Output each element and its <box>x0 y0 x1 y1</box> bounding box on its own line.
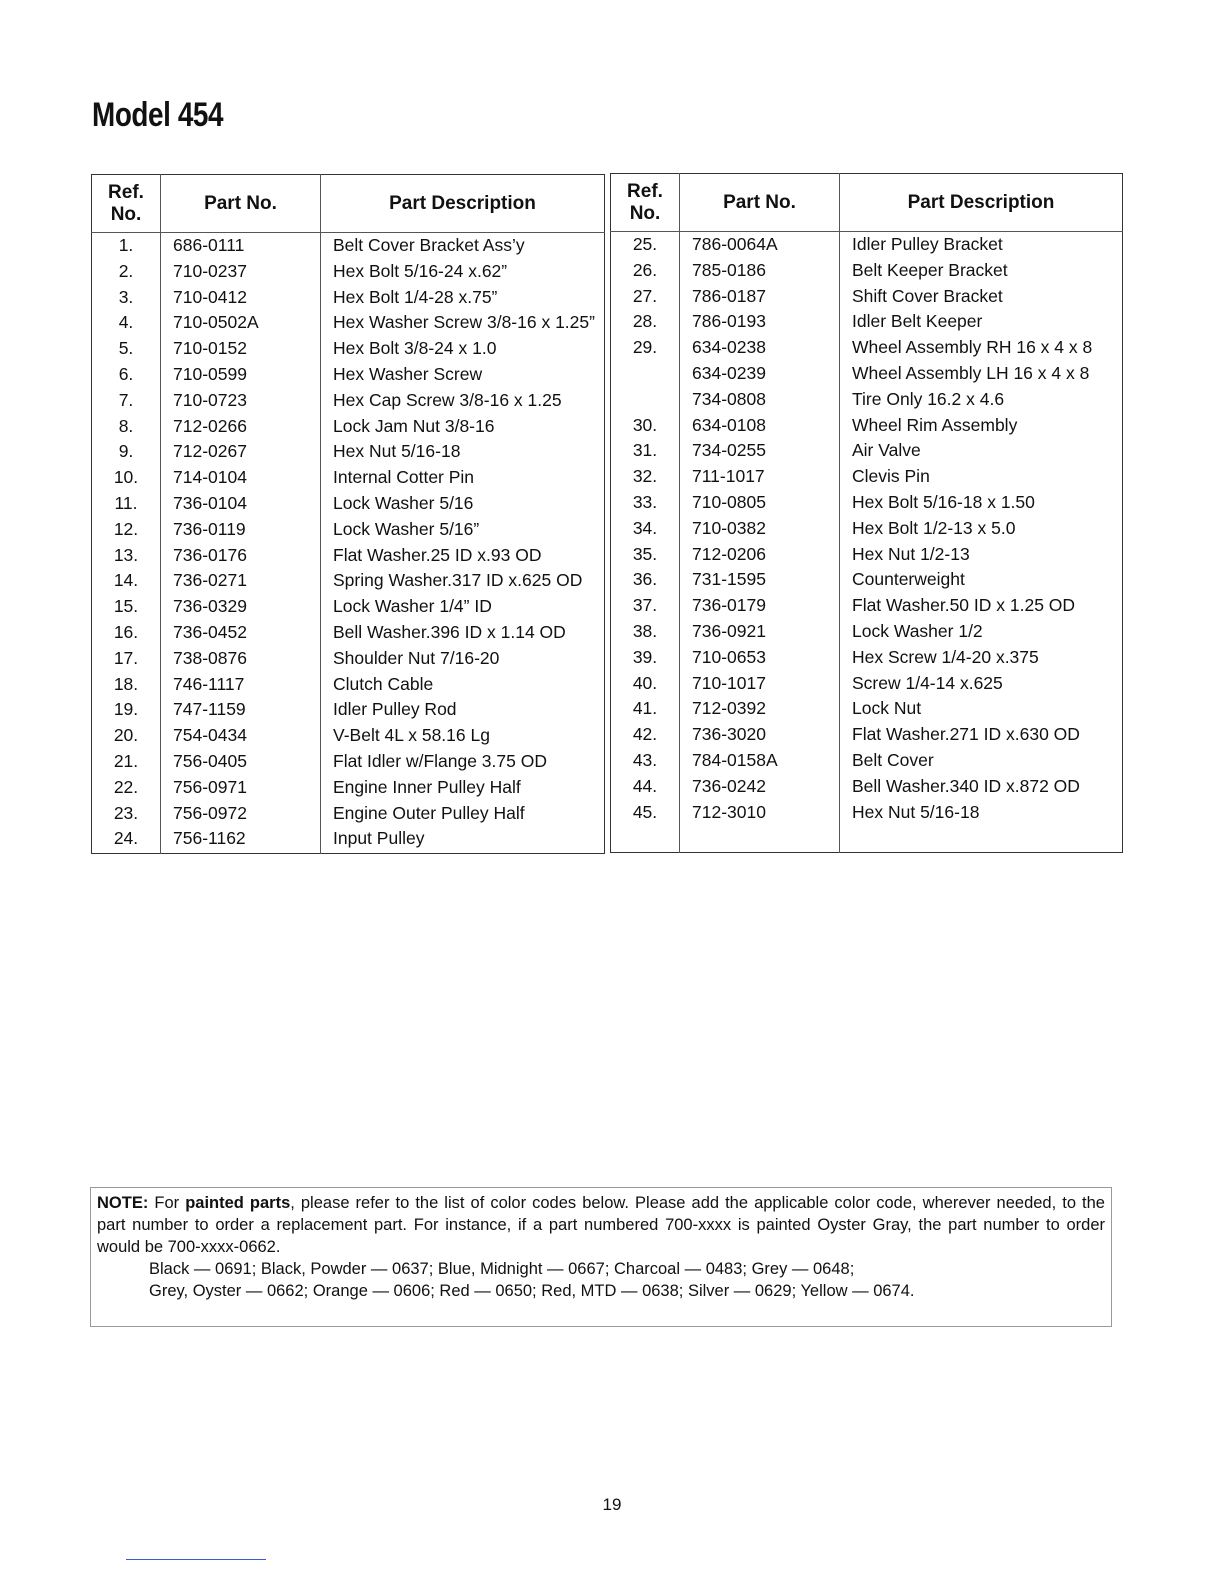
part-no-cell: 634-0108 <box>680 413 840 439</box>
note-text-b: , please refer to the list of color codes below. Please add the applicable color code, wherever needed, to the part number to order a replacement part. For instance, if a part numbered 700-xxxx is painted Oyster Gray, the part number to order would be 700-xxxx-0662. <box>97 1194 1105 1256</box>
part-description-cell: Hex Nut 5/16-18 <box>840 800 1123 826</box>
ref-no-cell: 16. <box>113 621 139 642</box>
part-no-cell: 712-0267 <box>161 439 321 465</box>
table-row <box>611 438 1123 464</box>
ref-no-cell: 12. <box>113 518 139 539</box>
table-row <box>92 672 605 698</box>
table-row <box>92 517 605 543</box>
ref-no-cell: 10. <box>113 467 139 488</box>
part-description-cell: Wheel Assembly LH 16 x 4 x 8 <box>840 361 1123 387</box>
ref-no-cell: 18. <box>113 673 139 694</box>
part-no-cell: 736-0242 <box>680 774 840 800</box>
table-row <box>92 310 605 336</box>
part-no-cell: 736-0271 <box>161 568 321 594</box>
ref-no-cell: 34. <box>632 517 658 538</box>
part-no-cell: 710-1017 <box>680 671 840 697</box>
ref-no-cell: 30. <box>632 414 658 435</box>
part-no-cell: 710-0152 <box>161 336 321 362</box>
part-description-cell: Air Valve <box>840 438 1123 464</box>
filler-cell <box>680 825 840 852</box>
ref-no-cell: 1. <box>118 235 134 255</box>
table-row <box>611 232 1123 258</box>
table-row <box>92 697 605 723</box>
table-row <box>611 567 1123 593</box>
table-row <box>611 361 1123 387</box>
ref-no-cell: 37. <box>632 595 658 616</box>
ref-no-cell: 24. <box>113 828 139 849</box>
table-row <box>611 696 1123 722</box>
part-no-cell: 785-0186 <box>680 258 840 284</box>
part-no-cell: 746-1117 <box>161 672 321 698</box>
part-no-cell: 756-1162 <box>161 826 321 852</box>
ref-header-line2: No. <box>629 202 661 224</box>
filler-cell <box>92 852 161 853</box>
table-row <box>611 722 1123 748</box>
table-filler-row <box>611 825 1123 852</box>
part-description-cell: Flat Washer.25 ID x.93 OD <box>321 543 605 569</box>
note-bold-phrase: painted parts <box>185 1194 291 1212</box>
table-row <box>92 388 605 414</box>
part-description-cell: Hex Screw 1/4-20 x.375 <box>840 645 1123 671</box>
ref-no-cell: 4. <box>118 312 134 333</box>
part-description-cell: Lock Jam Nut 3/8-16 <box>321 414 605 440</box>
part-no-cell: 710-0653 <box>680 645 840 671</box>
ref-no-cell: 33. <box>632 491 658 512</box>
part-description-cell: Lock Washer 1/2 <box>840 619 1123 645</box>
ref-no-cell <box>611 387 680 413</box>
ref-no-cell: 9. <box>118 441 134 462</box>
table-row <box>611 490 1123 516</box>
part-description-cell: Hex Nut 5/16-18 <box>321 439 605 465</box>
table-row <box>92 594 605 620</box>
table-row <box>611 542 1123 568</box>
parts-table-left-body <box>92 233 605 854</box>
part-description-cell: Screw 1/4-14 x.625 <box>840 671 1123 697</box>
ref-no-cell: 28. <box>632 311 658 332</box>
part-description-cell: Hex Bolt 5/16-24 x.62” <box>321 259 605 285</box>
note-paragraph <box>97 1192 1105 1258</box>
part-no-cell: 634-0239 <box>680 361 840 387</box>
ref-no-cell: 42. <box>632 724 658 745</box>
table-row <box>611 671 1123 697</box>
table-filler-row <box>92 852 605 853</box>
part-description-cell: Flat Washer.271 ID x.630 OD <box>840 722 1123 748</box>
part-description-cell: Lock Nut <box>840 696 1123 722</box>
part-description-cell: Engine Inner Pulley Half <box>321 775 605 801</box>
table-row <box>611 284 1123 310</box>
filler-cell <box>611 825 680 852</box>
part-description-cell: Shift Cover Bracket <box>840 284 1123 310</box>
part-no-header: Part No. <box>680 174 840 232</box>
part-description-cell: Belt Cover <box>840 748 1123 774</box>
painted-parts-note <box>90 1187 1112 1327</box>
part-description-cell: Belt Cover Bracket Ass’y <box>321 233 605 259</box>
ref-no-cell: 25. <box>632 234 658 254</box>
note-text-a: For <box>148 1194 186 1212</box>
part-description-cell: Lock Washer 1/4” ID <box>321 594 605 620</box>
ref-no-cell: 17. <box>113 647 139 668</box>
ref-no-cell: 14. <box>113 570 139 591</box>
part-description-cell: Bell Washer.340 ID x.872 OD <box>840 774 1123 800</box>
table-row <box>92 465 605 491</box>
part-description-cell: Hex Nut 1/2-13 <box>840 542 1123 568</box>
part-description-cell: Wheel Assembly RH 16 x 4 x 8 <box>840 335 1123 361</box>
table-row <box>92 749 605 775</box>
part-description-cell: Bell Washer.396 ID x 1.14 OD <box>321 620 605 646</box>
part-no-cell: 786-0187 <box>680 284 840 310</box>
part-description-cell: Counterweight <box>840 567 1123 593</box>
page-number: 19 <box>602 1495 622 1514</box>
ref-no-cell: 11. <box>114 492 138 513</box>
table-row <box>611 464 1123 490</box>
part-no-cell: 786-0193 <box>680 309 840 335</box>
table-row <box>611 335 1123 361</box>
ref-no-cell: 21. <box>113 750 139 771</box>
part-no-cell: 738-0876 <box>161 646 321 672</box>
part-description-cell: Hex Washer Screw <box>321 362 605 388</box>
part-no-cell: 736-0452 <box>161 620 321 646</box>
part-description-cell: Clutch Cable <box>321 672 605 698</box>
part-no-cell: 712-0392 <box>680 696 840 722</box>
color-codes-line-1: Black — 0691; Black, Powder — 0637; Blue, Midnight — 0667; Charcoal — 0483; Grey — 0648; <box>149 1260 855 1278</box>
ref-no-cell: 31. <box>632 440 658 461</box>
ref-no-cell: 27. <box>632 285 658 306</box>
part-description-cell: V-Belt 4L x 58.16 Lg <box>321 723 605 749</box>
part-description-header: Part Description <box>321 175 605 233</box>
part-no-cell: 756-0971 <box>161 775 321 801</box>
parts-table-right-body <box>611 232 1123 853</box>
ref-no-cell: 3. <box>118 286 134 307</box>
ref-header-line1: Ref. <box>108 181 144 203</box>
ref-no-cell: 38. <box>632 620 658 641</box>
ref-no-cell: 7. <box>118 389 134 410</box>
part-no-cell: 710-0599 <box>161 362 321 388</box>
part-no-cell: 712-0266 <box>161 414 321 440</box>
table-row <box>92 775 605 801</box>
table-row <box>92 801 605 827</box>
part-description-cell: Hex Bolt 1/2-13 x 5.0 <box>840 516 1123 542</box>
table-row <box>92 646 605 672</box>
table-row <box>92 543 605 569</box>
table-row <box>611 774 1123 800</box>
ref-no-cell: 6. <box>118 363 134 384</box>
table-row <box>92 259 605 285</box>
ref-header-line1: Ref. <box>627 180 663 202</box>
table-row <box>92 826 605 852</box>
ref-no-cell: 41. <box>632 698 658 719</box>
part-no-cell: 736-0176 <box>161 543 321 569</box>
ref-no-cell: 2. <box>118 260 134 281</box>
note-label: NOTE: <box>97 1194 149 1212</box>
filler-cell <box>161 852 321 853</box>
bottom-rule <box>126 1559 266 1560</box>
table-row <box>92 414 605 440</box>
part-no-cell: 756-0405 <box>161 749 321 775</box>
part-no-cell: 710-0723 <box>161 388 321 414</box>
part-no-cell: 710-0502A <box>161 310 321 336</box>
filler-cell <box>840 825 1123 852</box>
part-no-cell: 736-0329 <box>161 594 321 620</box>
ref-no-cell: 22. <box>113 776 139 797</box>
part-no-cell: 736-0119 <box>161 517 321 543</box>
ref-no-cell: 5. <box>118 338 134 359</box>
table-row <box>92 723 605 749</box>
part-description-cell: Lock Washer 5/16 <box>321 491 605 517</box>
part-description-cell: Hex Bolt 3/8-24 x 1.0 <box>321 336 605 362</box>
part-no-cell: 710-0805 <box>680 490 840 516</box>
ref-no-cell: 39. <box>632 646 658 667</box>
part-description-cell: Lock Washer 5/16” <box>321 517 605 543</box>
part-no-cell: 747-1159 <box>161 697 321 723</box>
part-no-cell: 784-0158A <box>680 748 840 774</box>
part-description-cell: Shoulder Nut 7/16-20 <box>321 646 605 672</box>
ref-no-cell: 44. <box>632 775 658 796</box>
part-no-cell: 736-0179 <box>680 593 840 619</box>
filler-cell <box>321 852 605 853</box>
part-description-cell: Clevis Pin <box>840 464 1123 490</box>
table-row <box>92 568 605 594</box>
part-no-cell: 736-0104 <box>161 491 321 517</box>
part-no-cell: 714-0104 <box>161 465 321 491</box>
parts-table-right <box>610 173 1123 853</box>
part-description-cell: Wheel Rim Assembly <box>840 413 1123 439</box>
part-no-cell: 734-0808 <box>680 387 840 413</box>
part-no-cell: 786-0064A <box>680 232 840 258</box>
ref-no-cell: 32. <box>632 466 658 487</box>
part-no-cell: 712-0206 <box>680 542 840 568</box>
table-row <box>611 645 1123 671</box>
table-row <box>92 233 605 259</box>
ref-no-cell <box>611 361 680 387</box>
ref-no-cell: 26. <box>632 259 658 280</box>
part-description-cell: Hex Bolt 5/16-18 x 1.50 <box>840 490 1123 516</box>
ref-no-header <box>611 174 680 232</box>
part-description-cell: Input Pulley <box>321 826 605 852</box>
table-row <box>92 336 605 362</box>
part-no-cell: 634-0238 <box>680 335 840 361</box>
ref-no-cell: 23. <box>113 802 139 823</box>
ref-no-cell: 20. <box>113 725 139 746</box>
part-description-cell: Hex Cap Screw 3/8-16 x 1.25 <box>321 388 605 414</box>
table-row <box>611 258 1123 284</box>
part-description-cell: Tire Only 16.2 x 4.6 <box>840 387 1123 413</box>
table-row <box>92 439 605 465</box>
ref-no-cell: 19. <box>113 699 139 720</box>
ref-no-cell: 15. <box>113 596 139 617</box>
table-row <box>611 619 1123 645</box>
part-description-cell: Idler Pulley Rod <box>321 697 605 723</box>
table-row <box>92 620 605 646</box>
ref-header-line2: No. <box>110 203 142 225</box>
part-description-cell: Engine Outer Pulley Half <box>321 801 605 827</box>
part-description-cell: Hex Bolt 1/4-28 x.75” <box>321 285 605 311</box>
table-row <box>611 413 1123 439</box>
ref-no-cell: 8. <box>118 415 134 436</box>
table-row <box>611 800 1123 826</box>
part-no-cell: 710-0237 <box>161 259 321 285</box>
part-description-cell: Spring Washer.317 ID x.625 OD <box>321 568 605 594</box>
page-title: Model 454 <box>92 96 224 134</box>
ref-no-cell: 36. <box>632 569 658 590</box>
table-row <box>611 516 1123 542</box>
part-no-cell: 754-0434 <box>161 723 321 749</box>
table-row <box>611 593 1123 619</box>
part-no-cell: 736-3020 <box>680 722 840 748</box>
table-row <box>92 285 605 311</box>
part-description-cell: Idler Belt Keeper <box>840 309 1123 335</box>
part-no-cell: 734-0255 <box>680 438 840 464</box>
part-description-cell: Idler Pulley Bracket <box>840 232 1123 258</box>
table-row <box>611 748 1123 774</box>
ref-no-header <box>92 175 161 233</box>
ref-no-cell: 35. <box>632 543 658 564</box>
color-codes-line-2: Grey, Oyster — 0662; Orange — 0606; Red — 0650; Red, MTD — 0638; Silver — 0629; Yellow — 0674. <box>149 1282 915 1300</box>
ref-no-cell: 13. <box>113 544 139 565</box>
part-no-cell: 731-1595 <box>680 567 840 593</box>
part-description-header: Part Description <box>840 174 1123 232</box>
part-no-header: Part No. <box>161 175 321 233</box>
ref-no-cell: 43. <box>632 749 658 770</box>
table-row <box>611 309 1123 335</box>
table-row <box>611 387 1123 413</box>
part-description-cell: Flat Washer.50 ID x 1.25 OD <box>840 593 1123 619</box>
part-no-cell: 710-0412 <box>161 285 321 311</box>
part-no-cell: 756-0972 <box>161 801 321 827</box>
part-description-cell: Hex Washer Screw 3/8-16 x 1.25” <box>321 310 605 336</box>
ref-no-cell: 40. <box>632 672 658 693</box>
part-description-cell: Flat Idler w/Flange 3.75 OD <box>321 749 605 775</box>
part-no-cell: 711-1017 <box>680 464 840 490</box>
part-description-cell: Internal Cotter Pin <box>321 465 605 491</box>
part-description-cell: Belt Keeper Bracket <box>840 258 1123 284</box>
part-no-cell: 736-0921 <box>680 619 840 645</box>
part-no-cell: 710-0382 <box>680 516 840 542</box>
table-row <box>92 362 605 388</box>
part-no-cell: 686-0111 <box>161 233 321 259</box>
table-row <box>92 491 605 517</box>
ref-no-cell: 45. <box>632 801 658 822</box>
parts-table-left <box>91 174 605 854</box>
ref-no-cell: 29. <box>632 337 658 358</box>
part-no-cell: 712-3010 <box>680 800 840 826</box>
